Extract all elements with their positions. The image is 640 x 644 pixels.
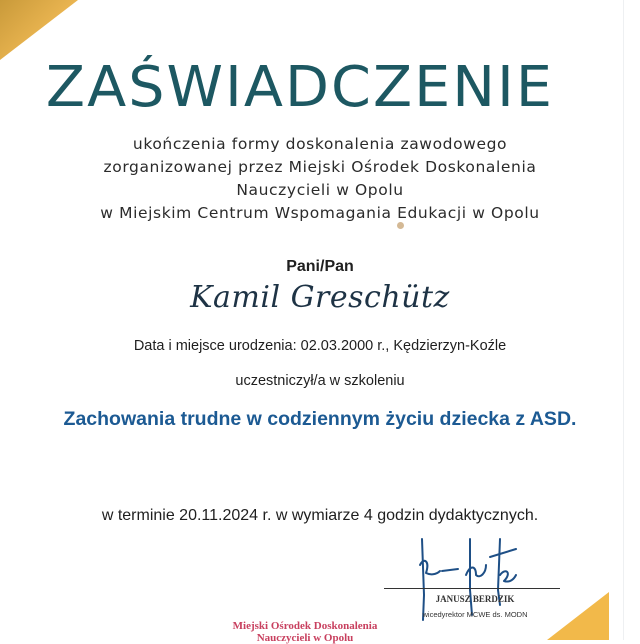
gold-corner-top-left bbox=[0, 0, 78, 60]
stamp-line-1: Miejski Ośrodek Doskonalenia bbox=[232, 620, 378, 632]
signatory-role: wicedyrektor MCWE ds. MODN bbox=[422, 610, 528, 619]
subtitle-line-1: ukończenia formy doskonalenia zawodowego bbox=[132, 135, 508, 153]
signatory-name: JANUSZ BERDZIK bbox=[435, 594, 515, 604]
recipient-name: Kamil Greschütz bbox=[190, 280, 450, 315]
subtitle-line-3: Nauczycieli w Opolu bbox=[236, 181, 404, 199]
certificate-title: ZAŚWIADCZENIE bbox=[45, 55, 555, 120]
institution-stamp bbox=[0, 620, 610, 644]
salutation: Pani/Pan bbox=[286, 258, 354, 275]
term-text: w terminie 20.11.2024 r. w wymiarze 4 godzin dydaktycznych. bbox=[101, 507, 539, 524]
subtitle-line-2: zorganizowanej przez Miejski Ośrodek Doskonalenia bbox=[103, 158, 537, 176]
participated-text: uczestniczył/a w szkoleniu bbox=[235, 373, 405, 389]
signature-line bbox=[384, 588, 560, 589]
stamp-line-2: Nauczycieli w Opolu bbox=[256, 632, 354, 644]
scan-edge-line bbox=[623, 0, 624, 640]
birth-info: Data i miejsce urodzenia: 02.03.2000 r., Kędzierzyn-Koźle bbox=[133, 338, 507, 354]
course-title: Zachowania trudne w codziennym życiu dziecka z ASD. bbox=[63, 408, 577, 430]
subtitle-line-4: w Miejskim Centrum Wspomagania Edukacji w Opolu bbox=[100, 204, 540, 222]
stray-mark bbox=[397, 222, 404, 229]
